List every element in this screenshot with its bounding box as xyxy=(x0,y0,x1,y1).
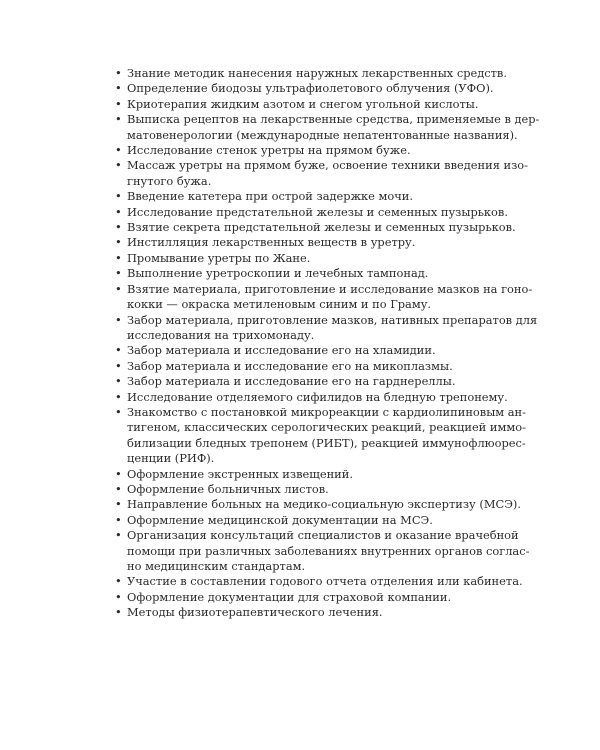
bullet-marker: • xyxy=(115,528,122,543)
bullet-marker: • xyxy=(115,374,122,389)
list-item xyxy=(112,281,533,313)
list-item-text-line: кокки — окраска метиленовым синим и по Граму. xyxy=(127,297,432,312)
list-item-text-line: Взятие материала, приготовление и исследование мазков на гоно- xyxy=(127,281,533,296)
bullet-marker: • xyxy=(115,266,122,281)
list-item xyxy=(112,343,500,358)
bullet-marker: • xyxy=(115,312,122,327)
list-item xyxy=(112,81,500,96)
list-item-text-line: Исследование отделяемого сифилидов на бледную трепонему. xyxy=(127,389,508,404)
list-item xyxy=(112,528,530,574)
bullet-marker: • xyxy=(115,81,122,96)
list-item-text-line: но медицинским стандартам. xyxy=(127,559,306,573)
list-item xyxy=(112,389,508,405)
bullet-marker: • xyxy=(115,512,122,527)
list-item xyxy=(112,204,508,220)
list-item-text-line: помощи при различных заболеваниях внутренних органов соглас- xyxy=(127,543,530,558)
list-item-text-line: Исследование стенок уретры на прямом буже. xyxy=(127,143,411,158)
list-item-text-line: тигеном, классических серологических реакций, реакцией иммо- xyxy=(127,420,526,435)
bullet-marker: • xyxy=(115,66,122,80)
bullet-marker: • xyxy=(115,343,122,358)
bullet-marker: • xyxy=(115,112,122,127)
list-item-text-line: Исследование предстательной железы и семенных пузырьков. xyxy=(127,204,508,219)
list-item xyxy=(112,235,500,250)
bullet-marker: • xyxy=(115,250,122,265)
list-item xyxy=(112,112,540,143)
list-item xyxy=(112,513,500,528)
list-item xyxy=(112,312,538,344)
bullet-marker: • xyxy=(115,235,122,250)
list-item xyxy=(112,359,500,374)
list-item xyxy=(112,590,500,605)
list-item-text-line: Криотерапия жидким азотом и снегом угольной кислоты. xyxy=(127,96,479,111)
list-item-text-line: Определение биодозы ультрафиолетового облучения (УФО). xyxy=(127,81,494,96)
list-item xyxy=(112,189,500,204)
list-item-text-line: Выполнение уретроскопии и лечебных тампонад. xyxy=(127,266,429,281)
list-item-text-line: Выписка рецептов на лекарственные средства, применяемые в дер- xyxy=(127,112,540,127)
bullet-marker: • xyxy=(115,143,122,158)
list-item-text-line: Инстилляция лекарственных веществ в уретру. xyxy=(127,235,416,250)
list-item xyxy=(112,266,500,281)
list-item-text-line: Оформление больничных листов. xyxy=(127,481,329,496)
list-item xyxy=(112,497,521,512)
list-item-text-line: Промывание уретры по Жане. xyxy=(127,250,311,265)
list-item-text-line: Оформление документации для страховой компании. xyxy=(127,589,452,604)
list-item xyxy=(112,605,500,620)
bullet-marker: • xyxy=(115,204,122,219)
bullet-marker: • xyxy=(115,389,122,404)
list-item-text-line: Знакомство с постановкой микрореакции с кардиолипиновым ан- xyxy=(127,404,526,419)
bullet-marker: • xyxy=(115,281,122,296)
list-item xyxy=(112,467,500,482)
list-item xyxy=(112,143,500,158)
bullet-marker: • xyxy=(115,497,122,512)
list-item-text-line: Забор материала и исследование его на гарднереллы. xyxy=(127,374,456,389)
list-item xyxy=(112,251,500,266)
bullet-marker: • xyxy=(115,158,122,173)
list-item-text-line: Оформление экстренных извещений. xyxy=(127,466,353,481)
list-item xyxy=(112,158,529,189)
list-item-text-line: Массаж уретры на прямом буже, освоение техники введения изо- xyxy=(127,158,529,173)
list-item xyxy=(112,574,523,589)
list-item-text-line: гнутого бужа. xyxy=(127,173,212,188)
bullet-marker: • xyxy=(115,589,122,604)
bullet-marker: • xyxy=(115,605,122,620)
bullet-marker: • xyxy=(115,220,122,235)
list-item xyxy=(112,404,526,467)
list-item-text-line: Методы физиотерапевтического лечения. xyxy=(127,605,383,620)
list-item-text-line: Направление больных на медико-социальную экспертизу (МСЭ). xyxy=(127,497,521,512)
list-item-text-line: Организация консультаций специалистов и оказание врачебной xyxy=(127,528,519,543)
list-item-text-line: билизации бледных трепонем (РИБТ), реакцией иммунофлюорес- xyxy=(127,435,526,450)
bullet-marker: • xyxy=(115,466,122,481)
list-item-text-line: Оформление медицинской документации на МСЭ. xyxy=(127,512,433,527)
list-item-text-line: Забор материала и исследование его на микоплазмы. xyxy=(127,358,453,373)
list-item xyxy=(112,220,516,235)
list-item xyxy=(112,482,500,497)
list-item xyxy=(112,66,507,81)
bullet-list xyxy=(112,66,540,621)
list-item-text-line: Введение катетера при острой задержке мочи. xyxy=(127,189,413,204)
list-item-text-line: матовенерологии (международные непатентованные названия). xyxy=(127,127,518,142)
bullet-marker: • xyxy=(115,481,122,496)
bullet-marker: • xyxy=(115,574,122,589)
list-item-text-line: Участие в составлении годового отчета отделения или кабинета. xyxy=(127,574,523,589)
bullet-marker: • xyxy=(115,96,122,111)
list-item-text-line: Взятие секрета предстательной железы и семенных пузырьков. xyxy=(127,220,516,235)
list-item xyxy=(112,374,500,389)
list-item-text-line: Забор материала, приготовление мазков, нативных препаратов для xyxy=(127,312,538,327)
bullet-marker: • xyxy=(115,189,122,204)
list-item-text-line: Знание методик нанесения наружных лекарственных средств. xyxy=(127,66,507,80)
bullet-marker: • xyxy=(115,404,122,419)
list-item xyxy=(112,97,500,112)
bullet-marker: • xyxy=(115,358,122,373)
list-item-text-line: ценции (РИФ). xyxy=(127,451,215,466)
list-item-text-line: исследования на трихомонаду. xyxy=(127,327,315,342)
list-item-text-line: Забор материала и исследование его на хламидии. xyxy=(127,343,436,358)
